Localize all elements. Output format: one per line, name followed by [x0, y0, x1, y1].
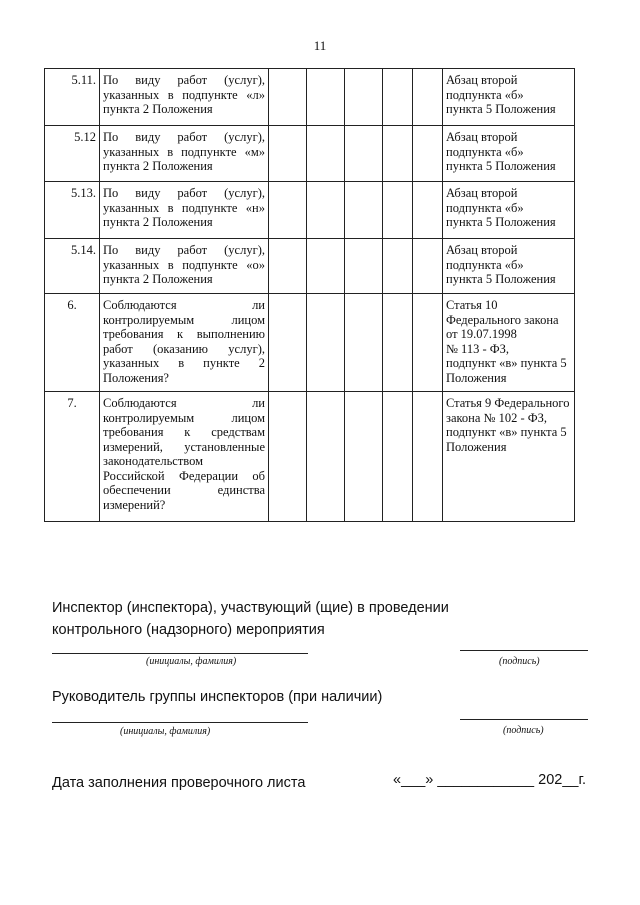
reference-line: подпункт «в» пункта 5 [446, 425, 567, 439]
reference-line: Абзац второй [446, 243, 518, 257]
leader-title: Руководитель группы инспекторов (при наличии) [52, 689, 383, 705]
question-line: По виду работ (услуг), [103, 130, 265, 144]
leader-initials-caption: (инициалы, фамилия) [120, 726, 211, 737]
legal-reference [443, 392, 575, 522]
question-line: Российской Федерации об [103, 468, 265, 483]
answer-no-cell[interactable] [307, 182, 345, 239]
reference-line: Положения [446, 370, 507, 385]
question-line: По виду работ (услуг), [103, 186, 265, 200]
reference-line: Федерального закона [446, 312, 559, 327]
answer-note-cell[interactable] [413, 392, 443, 522]
question-line: Положения? [103, 370, 169, 385]
question-line: контролируемым лицом [103, 312, 265, 327]
row-number: 5.13. [45, 182, 100, 239]
question-line: пункта 2 Положения [103, 159, 213, 173]
reference-line: подпункта «б» [446, 144, 524, 159]
reference-line: Абзац второй [446, 130, 518, 144]
question-line: По виду работ (услуг), [103, 243, 265, 257]
question-line: пункта 2 Положения [103, 102, 213, 116]
question-line: указанных в подпункте «м» [103, 144, 265, 159]
answer-extra-cell[interactable] [383, 182, 413, 239]
question-line: работ (оказанию услуг), [103, 341, 265, 356]
checklist-table [44, 68, 575, 522]
answer-extra-cell[interactable] [383, 392, 413, 522]
reference-line: от 19.07.1998 [446, 327, 517, 341]
answer-na-cell[interactable] [345, 392, 383, 522]
answer-na-cell[interactable] [345, 182, 383, 239]
requirement-question [100, 126, 269, 182]
answer-yes-cell[interactable] [269, 239, 307, 294]
inspector-initials-caption: (инициалы, фамилия) [146, 656, 237, 667]
reference-line: Абзац второй [446, 73, 518, 87]
requirement-question [100, 69, 269, 126]
reference-line: № 113 - ФЗ, [446, 341, 510, 356]
date-label: Дата заполнения проверочного листа [52, 775, 306, 791]
reference-line: пункта 5 Положения [446, 272, 556, 286]
reference-line: Положения [446, 439, 507, 454]
question-line: Соблюдаются ли [103, 396, 265, 410]
question-line: требования к средствам [103, 425, 265, 439]
answer-extra-cell[interactable] [383, 239, 413, 294]
question-line: требования к выполнению [103, 327, 265, 341]
inspector-initials-line[interactable] [52, 653, 308, 654]
row-number: 5.11. [45, 69, 100, 126]
reference-line: пункта 5 Положения [446, 159, 556, 173]
legal-reference [443, 239, 575, 294]
question-line: Соблюдаются ли [103, 298, 265, 312]
leader-signature-line[interactable] [460, 719, 588, 720]
answer-na-cell[interactable] [345, 126, 383, 182]
answer-na-cell[interactable] [345, 294, 383, 392]
answer-no-cell[interactable] [307, 126, 345, 182]
reference-line: подпункта «б» [446, 87, 524, 102]
inspector-signature-line[interactable] [460, 650, 588, 651]
inspector-title-line1: Инспектор (инспектора), участвующий (щие) в проведении [52, 600, 449, 616]
answer-note-cell[interactable] [413, 182, 443, 239]
page-number: 11 [313, 38, 327, 53]
reference-line: Статья 10 [446, 298, 498, 312]
answer-no-cell[interactable] [307, 239, 345, 294]
requirement-question [100, 294, 269, 392]
requirement-question [100, 239, 269, 294]
inspector-signature-caption: (подпись) [499, 656, 540, 667]
table-row [45, 239, 575, 294]
answer-yes-cell[interactable] [269, 182, 307, 239]
table-row [45, 69, 575, 126]
answer-yes-cell[interactable] [269, 126, 307, 182]
question-line: указанных в подпункте «о» [103, 257, 265, 272]
legal-reference [443, 182, 575, 239]
answer-note-cell[interactable] [413, 126, 443, 182]
table-row [45, 392, 575, 522]
inspector-title [52, 597, 449, 641]
table-row [45, 182, 575, 239]
answer-yes-cell[interactable] [269, 392, 307, 522]
question-line: указанных в подпункте «н» [103, 200, 265, 215]
requirement-question [100, 182, 269, 239]
table-row [45, 126, 575, 182]
leader-initials-line[interactable] [52, 722, 308, 723]
date-field[interactable]: «___» ____________ 202__г. [393, 772, 587, 788]
question-line: законодательством [103, 454, 204, 468]
reference-line: подпункта «б» [446, 200, 524, 215]
table-row [45, 294, 575, 392]
answer-na-cell[interactable] [345, 239, 383, 294]
row-number: 5.12 [45, 126, 100, 182]
row-number: 6. [45, 294, 100, 392]
answer-no-cell[interactable] [307, 294, 345, 392]
reference-line: подпункт «в» пункта 5 [446, 356, 567, 370]
question-line: измерений, установленные [103, 439, 265, 454]
reference-line: Абзац второй [446, 186, 518, 200]
reference-line: пункта 5 Положения [446, 102, 556, 116]
answer-yes-cell[interactable] [269, 294, 307, 392]
question-line: указанных в подпункте «л» [103, 87, 265, 102]
answer-extra-cell[interactable] [383, 69, 413, 126]
legal-reference [443, 294, 575, 392]
leader-signature-caption: (подпись) [503, 725, 544, 736]
question-line: обеспечении единства [103, 483, 265, 497]
legal-reference [443, 69, 575, 126]
reference-line: закона № 102 - ФЗ, [446, 410, 548, 425]
reference-line: Статья 9 Федерального [446, 396, 570, 410]
answer-note-cell[interactable] [413, 294, 443, 392]
row-number: 5.14. [45, 239, 100, 294]
question-line: контролируемым лицом [103, 410, 265, 425]
answer-note-cell[interactable] [413, 69, 443, 126]
answer-no-cell[interactable] [307, 69, 345, 126]
reference-line: подпункта «б» [446, 257, 524, 272]
row-number: 7. [45, 392, 100, 522]
question-line: пункта 2 Положения [103, 272, 213, 286]
question-line: измерений? [103, 497, 166, 512]
inspector-title-line2: контрольного (надзорного) мероприятия [52, 622, 325, 638]
question-line: пункта 2 Положения [103, 215, 213, 229]
question-line: указанных в пункте 2 [103, 356, 265, 370]
answer-extra-cell[interactable] [383, 294, 413, 392]
answer-extra-cell[interactable] [383, 126, 413, 182]
answer-note-cell[interactable] [413, 239, 443, 294]
reference-line: пункта 5 Положения [446, 215, 556, 229]
answer-yes-cell[interactable] [269, 69, 307, 126]
requirement-question [100, 392, 269, 522]
question-line: По виду работ (услуг), [103, 73, 265, 87]
answer-no-cell[interactable] [307, 392, 345, 522]
answer-na-cell[interactable] [345, 69, 383, 126]
legal-reference [443, 126, 575, 182]
